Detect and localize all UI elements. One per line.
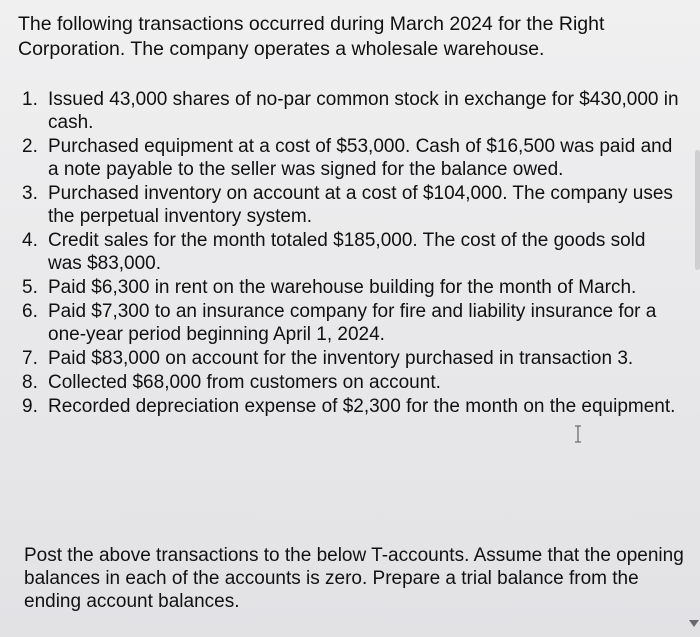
scrollbar[interactable] bbox=[694, 0, 700, 637]
text-cursor-icon bbox=[573, 425, 583, 443]
list-item bbox=[22, 395, 682, 418]
item-number: 9. bbox=[22, 396, 38, 417]
item-text: Collected $68,000 from customers on account. bbox=[48, 372, 441, 393]
item-number: 2. bbox=[22, 136, 38, 157]
item-text: Paid $7,300 to an insurance company for fire and liability insurance for a one-year period beginning April 1, 2024. bbox=[48, 301, 657, 345]
instructions-paragraph: Post the above transactions to the below T-accounts. Assume that the opening balances in each of the accounts is zero. Prepare a trial balance from the ending account balances. bbox=[24, 545, 684, 612]
intro-paragraph: The following transactions occurred during March 2024 for the Right Corporation. The company operates a wholesale warehouse. bbox=[18, 13, 605, 60]
item-number: 4. bbox=[22, 230, 38, 251]
item-text: Recorded depreciation expense of $2,300 for the month on the equipment. bbox=[48, 396, 676, 417]
item-text: Purchased inventory on account at a cost of $104,000. The company uses the perpetual inventory system. bbox=[48, 183, 673, 227]
list-item bbox=[22, 300, 682, 346]
item-number: 3. bbox=[22, 183, 38, 204]
item-text: Paid $6,300 in rent on the warehouse building for the month of March. bbox=[48, 277, 637, 298]
list-item bbox=[22, 135, 682, 181]
list-item bbox=[22, 88, 682, 134]
chevron-down-icon[interactable] bbox=[689, 620, 699, 627]
list-item bbox=[22, 347, 682, 370]
scroll-thumb[interactable] bbox=[695, 150, 700, 270]
item-text: Issued 43,000 shares of no-par common stock in exchange for $430,000 in cash. bbox=[48, 89, 679, 133]
item-number: 7. bbox=[22, 348, 38, 369]
item-number: 8. bbox=[22, 372, 38, 393]
item-text: Purchased equipment at a cost of $53,000. Cash of $16,500 was paid and a note payable to the seller was signed for the balance owed. bbox=[48, 136, 673, 180]
list-item bbox=[22, 276, 682, 299]
item-number: 1. bbox=[22, 89, 38, 110]
transaction-list bbox=[22, 88, 682, 419]
item-text: Paid $83,000 on account for the inventory purchased in transaction 3. bbox=[48, 348, 634, 369]
item-number: 5. bbox=[22, 277, 38, 298]
list-item bbox=[22, 229, 682, 275]
item-number: 6. bbox=[22, 301, 38, 322]
item-text: Credit sales for the month totaled $185,000. The cost of the goods sold was $83,000. bbox=[48, 230, 646, 274]
list-item bbox=[22, 371, 682, 394]
list-item bbox=[22, 182, 682, 228]
